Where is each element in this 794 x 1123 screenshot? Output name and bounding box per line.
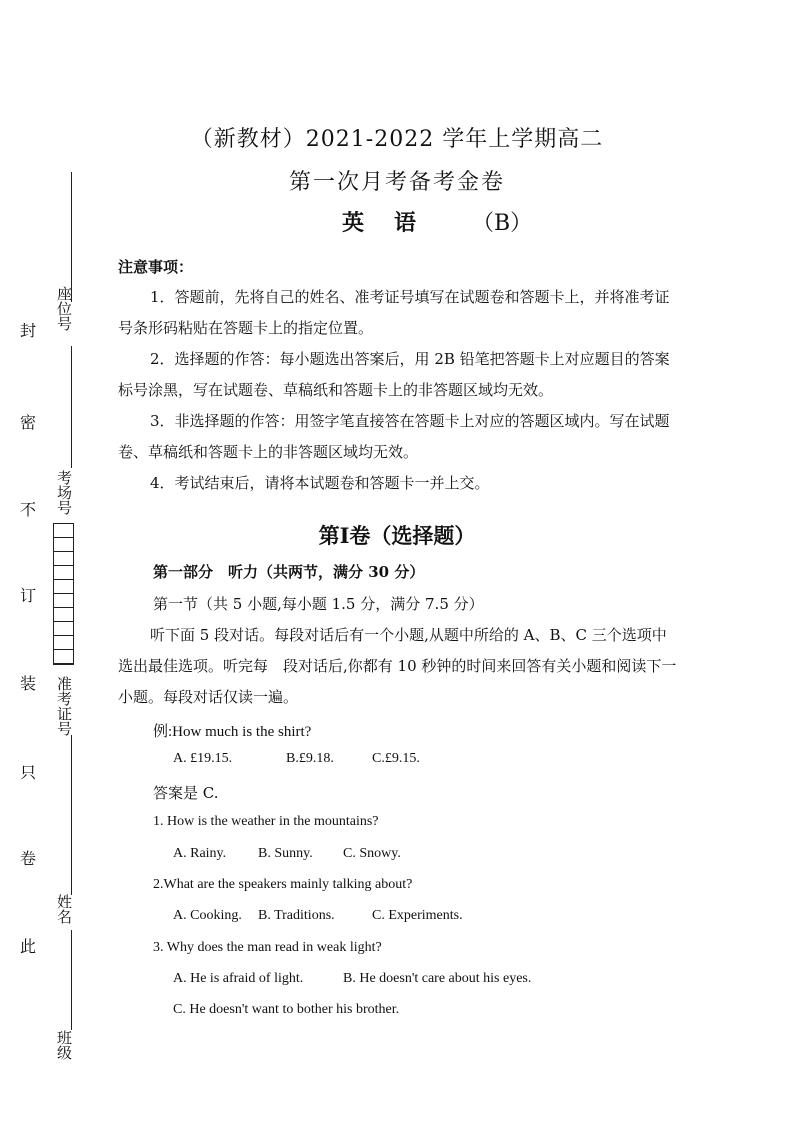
exam-title: （新教材）2021-2022 学年上学期高二 (190, 127, 604, 152)
seal-char: 只 (20, 763, 37, 782)
example-option: B.£9.18. (286, 751, 334, 766)
exam-room-label: 考场号 (55, 470, 73, 515)
notice-heading: 注意事项： (118, 258, 194, 276)
notice-item-3: 3．非选择题的作答：用签字笔直接答在答题卡上对应的答题区域内。写在试题卷、草稿纸和答题卡上的非答题区域均无效。 (118, 412, 670, 461)
seal-char: 卷 (20, 849, 37, 868)
seal-char: 封 (20, 321, 37, 340)
seal-char: 密 (20, 413, 37, 432)
question-2: 2.What are the speakers mainly talking about? (153, 877, 413, 892)
part-title: 第一部分 听力（共两节，满分 30 分） (153, 563, 425, 581)
listening-instructions: 听下面 5 段对话。每段对话后有一个小题,从题中所给的 A、B、C 三个选项中选出最佳选项。听完每 段对话后,你都有 10 秒钟的时间来回答有关小题和阅读下一小题。每段对话仅读一遍。 (118, 626, 677, 706)
margin-line (71, 735, 72, 895)
class-label: 班级 (55, 1030, 73, 1060)
option-2b: B. Traditions. (258, 908, 335, 923)
seal-char: 订 (20, 586, 37, 605)
subsection-title: 第一节（共 5 小题,每小题 1.5 分，满分 7.5 分） (153, 595, 484, 613)
notice-item-1: 1．答题前，先将自己的姓名、准考证号填写在试题卷和答题卡上，并将准考证号条形码粘贴在答题卡上的指定位置。 (118, 288, 670, 337)
example-option: C.£9.15. (372, 751, 420, 766)
seat-number-label: 座位号 (55, 286, 73, 331)
margin-line (71, 346, 72, 468)
option-2a: A. Cooking. (173, 908, 242, 923)
option-1c: C. Snowy. (343, 846, 401, 861)
option-3a: A. He is afraid of light. (173, 971, 304, 986)
seal-char: 装 (20, 674, 37, 693)
example-question: 例:How much is the shirt? (153, 724, 312, 740)
margin-line (71, 930, 72, 1030)
seal-char: 此 (20, 937, 37, 956)
subject-name: 英语 (342, 210, 447, 236)
exam-id-label: 准考证号 (55, 676, 73, 736)
seal-char: 不 (20, 500, 37, 519)
option-3b: B. He doesn't care about his eyes. (343, 971, 532, 986)
name-label: 姓名 (55, 894, 73, 924)
option-3c: C. He doesn't want to bother his brother. (173, 1002, 400, 1017)
question-3: 3. Why does the man read in weak light? (153, 940, 382, 955)
section-title: 第Ⅰ卷（选择题） (318, 523, 476, 548)
notice-item-4: 4．考试结束后，请将本试题卷和答题卡一并上交。 (150, 474, 490, 492)
notice-item-2: 2．选择题的作答：每小题选出答案后，用 2B 铅笔把答题卡上对应题目的答案标号涂黑，写在试题卷、草稿纸和答题卡上的非答题区域均无效。 (118, 350, 670, 399)
option-2c: C. Experiments. (372, 908, 463, 923)
example-answer: 答案是 C. (153, 784, 219, 802)
example-option: A. £19.15. (173, 751, 233, 766)
question-1: 1. How is the weather in the mountains? (153, 814, 379, 829)
option-1a: A. Rainy. (173, 846, 227, 861)
subject-variant: （B） (472, 211, 533, 236)
option-1b: B. Sunny. (258, 846, 313, 861)
exam-subtitle: 第一次月考备考金卷 (288, 170, 505, 195)
